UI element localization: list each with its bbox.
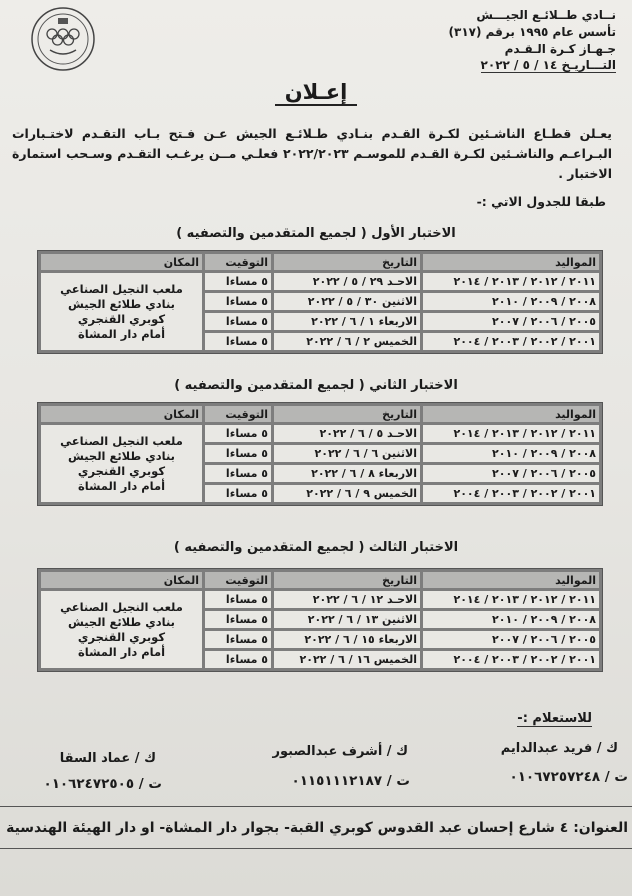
place-line: بنادي طلائع الجيش xyxy=(67,448,175,463)
header-date: التاريخ xyxy=(274,406,420,422)
date-cell: الخميس ٢ / ٦ / ٢٠٢٢ xyxy=(274,333,420,350)
date-cell: الاحـد ١٢ / ٦ / ٢٠٢٢ xyxy=(274,591,420,608)
header-time: التوقيت xyxy=(205,254,271,270)
divider-line xyxy=(0,806,632,807)
department-name: جـهـاز كـرة الـقـدم xyxy=(504,42,616,56)
table-header-row xyxy=(41,406,599,422)
club-logo-emblem-icon xyxy=(30,6,96,72)
test-3-title: الاختبار الثالث ( لجميع المتقدمين والتصفيه ) xyxy=(173,540,459,555)
contact-1-name: ك / فريد عبدالدايم xyxy=(500,741,618,756)
header-time: التوقيت xyxy=(205,572,271,588)
place-line: كوبري القنجري xyxy=(77,311,166,326)
date-cell: الاثنين ٣٠ / ٥ / ٢٠٢٢ xyxy=(274,293,420,310)
births-cell: ٢٠٠٨ / ٢٠٠٩ / ٢٠١٠ xyxy=(423,445,599,462)
births-cell: ٢٠٠١ / ٢٠٠٢ / ٢٠٠٣ / ٢٠٠٤ xyxy=(423,333,599,350)
place-line: ملعب النجيل الصناعي xyxy=(60,433,183,448)
address-line: العنوان: ٤ شارع إحسان عبد القدوس كوبري القبة- بجوار دار المشاة- او دار الهيئة الهندسية xyxy=(6,820,628,836)
table-header-row xyxy=(41,254,599,270)
date-cell: الاثنين ٦ / ٦ / ٢٠٢٢ xyxy=(274,445,420,462)
header-births: المواليد xyxy=(423,254,599,270)
births-cell: ٢٠٠١ / ٢٠٠٢ / ٢٠٠٣ / ٢٠٠٤ xyxy=(423,651,599,668)
date-cell: الاربعاء ١ / ٦ / ٢٠٢٢ xyxy=(274,313,420,330)
date-cell: الاربعاء ١٥ / ٦ / ٢٠٢٢ xyxy=(274,631,420,648)
table-row xyxy=(41,425,599,442)
table-row xyxy=(41,591,599,608)
date-cell: الخميس ٩ / ٦ / ٢٠٢٢ xyxy=(274,485,420,502)
births-cell: ٢٠٠٥ / ٢٠٠٦ / ٢٠٠٧ xyxy=(423,465,599,482)
table-row xyxy=(41,273,599,290)
place-line: كوبري القنجري xyxy=(77,463,166,478)
date-cell: الخميس ١٦ / ٦ / ٢٠٢٢ xyxy=(274,651,420,668)
test-3-table xyxy=(37,568,603,672)
place-line: بنادي طلائع الجيش xyxy=(67,296,175,311)
header-place: المكان xyxy=(41,406,202,422)
header-place: المكان xyxy=(41,254,202,270)
announcement-body: يعـلن قطـاع الناشـئين لكـرة القـدم بنـادي طـلائـع الجيش عـن فـتح بـاب التقـدم لاختـبارات البـراعـم والناشـئين لكـرة القـدم للموسـم ٢٠٢٢/٢٠٢٣ فعلـي مــن يرغـب التقـدم وسـحب استمارة الاختبار . xyxy=(12,126,613,181)
births-cell: ٢٠٠٨ / ٢٠٠٩ / ٢٠١٠ xyxy=(423,611,599,628)
divider-line xyxy=(0,848,632,849)
test-2-table xyxy=(37,402,603,506)
contact-heading: للاستعلام :- xyxy=(517,711,592,726)
time-cell: ٥ مساءا xyxy=(205,273,271,290)
contact-2-name: ك / أشرف عبدالصبور xyxy=(272,744,408,759)
place-line: أمام دار المشاة xyxy=(77,326,166,341)
time-cell: ٥ مساءا xyxy=(205,485,271,502)
test-1-table xyxy=(37,250,603,354)
club-name: نــادي طــلائـع الجيـــش xyxy=(476,8,616,22)
schedule-lead: طبقا للجدول الاتي :- xyxy=(476,194,606,209)
header-date: التاريخ xyxy=(274,254,420,270)
place-line: أمام دار المشاة xyxy=(77,644,166,659)
time-cell: ٥ مساءا xyxy=(205,591,271,608)
header-date: التاريخ xyxy=(274,572,420,588)
time-cell: ٥ مساءا xyxy=(205,651,271,668)
time-cell: ٥ مساءا xyxy=(205,425,271,442)
births-cell: ٢٠١١ / ٢٠١٢ / ٢٠١٣ / ٢٠١٤ xyxy=(423,591,599,608)
header-births: المواليد xyxy=(423,572,599,588)
founded-note: تأسس عام ١٩٩٥ برقم (٣١٧) xyxy=(448,25,616,39)
place-line: أمام دار المشاة xyxy=(77,478,166,493)
contact-3-phone: ت / ٠١٠٦٢٤٧٢٥٠٥ xyxy=(43,776,162,792)
place-line: ملعب النجيل الصناعي xyxy=(60,281,183,296)
contact-1-phone: ت / ٠١٠٦٧٢٥٧٢٤٨ xyxy=(509,769,628,785)
births-cell: ٢٠٠٥ / ٢٠٠٦ / ٢٠٠٧ xyxy=(423,631,599,648)
header-place: المكان xyxy=(41,572,202,588)
date-cell: الاثنين ١٣ / ٦ / ٢٠٢٢ xyxy=(274,611,420,628)
announcement-title: إعـلان xyxy=(0,80,632,104)
place-line: بنادي طلائع الجيش xyxy=(67,614,175,629)
test-2-title: الاختبار الثاني ( لجميع المتقدمين والتصفيه ) xyxy=(174,378,458,393)
test-1-title: الاختبار الأول ( لجميع المتقدمين والتصفيه ) xyxy=(176,226,456,241)
date-cell: الاحـد ٢٩ / ٥ / ٢٠٢٢ xyxy=(274,273,420,290)
births-cell: ٢٠١١ / ٢٠١٢ / ٢٠١٣ / ٢٠١٤ xyxy=(423,425,599,442)
date-cell: الاحـد ٥ / ٦ / ٢٠٢٢ xyxy=(274,425,420,442)
place-line: ملعب النجيل الصناعي xyxy=(60,599,183,614)
time-cell: ٥ مساءا xyxy=(205,465,271,482)
time-cell: ٥ مساءا xyxy=(205,333,271,350)
contact-2-phone: ت / ٠١١٥١١١٢١٨٧ xyxy=(291,773,410,789)
births-cell: ٢٠٠١ / ٢٠٠٢ / ٢٠٠٣ / ٢٠٠٤ xyxy=(423,485,599,502)
place-cell xyxy=(41,591,202,668)
table-header-row xyxy=(41,572,599,588)
births-cell: ٢٠٠٥ / ٢٠٠٦ / ٢٠٠٧ xyxy=(423,313,599,330)
time-cell: ٥ مساءا xyxy=(205,293,271,310)
place-line: كوبري القنجري xyxy=(77,629,166,644)
document-date: التـــاريـخ ١٤ / ٥ / ٢٠٢٢ xyxy=(480,58,616,72)
births-cell: ٢٠٠٨ / ٢٠٠٩ / ٢٠١٠ xyxy=(423,293,599,310)
place-cell xyxy=(41,273,202,350)
contact-3-name: ك / عماد السقا xyxy=(59,751,156,766)
date-cell: الاربعاء ٨ / ٦ / ٢٠٢٢ xyxy=(274,465,420,482)
place-cell xyxy=(41,425,202,502)
time-cell: ٥ مساءا xyxy=(205,611,271,628)
time-cell: ٥ مساءا xyxy=(205,313,271,330)
header-births: المواليد xyxy=(423,406,599,422)
time-cell: ٥ مساءا xyxy=(205,445,271,462)
header-time: التوقيت xyxy=(205,406,271,422)
time-cell: ٥ مساءا xyxy=(205,631,271,648)
births-cell: ٢٠١١ / ٢٠١٢ / ٢٠١٣ / ٢٠١٤ xyxy=(423,273,599,290)
